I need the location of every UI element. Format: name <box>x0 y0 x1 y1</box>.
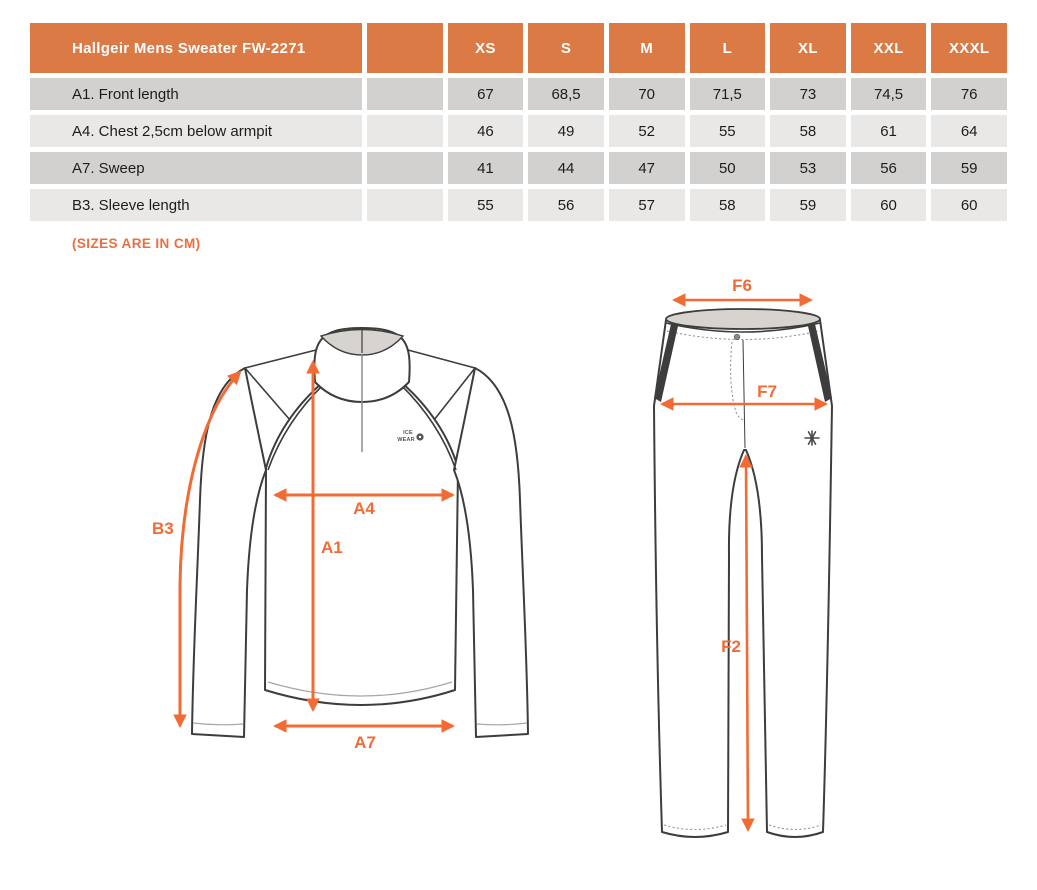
header-spacer-cell <box>367 23 443 73</box>
value-cell: 55 <box>690 115 766 147</box>
value-cell: 70 <box>609 78 685 110</box>
label-f7: F7 <box>757 382 777 401</box>
sizes-unit-note: (SIZES ARE IN CM) <box>72 236 201 251</box>
size-header-l: L <box>690 23 766 73</box>
value-cell: 58 <box>770 115 846 147</box>
waist-button <box>734 334 740 340</box>
value-cell: 49 <box>528 115 604 147</box>
value-cell: 68,5 <box>528 78 604 110</box>
sweater-right-sleeve <box>454 368 528 737</box>
value-cell: 59 <box>770 189 846 221</box>
size-header-xxl: XXL <box>851 23 927 73</box>
size-header-m: M <box>609 23 685 73</box>
value-cell: 47 <box>609 152 685 184</box>
waistband-top <box>666 309 820 329</box>
size-header-xl: XL <box>770 23 846 73</box>
value-cell: 74,5 <box>851 78 927 110</box>
value-cell: 61 <box>851 115 927 147</box>
size-table <box>30 23 1007 221</box>
value-cell: 76 <box>931 78 1007 110</box>
spacer-cell <box>367 78 443 110</box>
value-cell: 44 <box>528 152 604 184</box>
value-cell: 59 <box>931 152 1007 184</box>
spacer-cell <box>367 115 443 147</box>
value-cell: 56 <box>851 152 927 184</box>
pants-body <box>654 320 832 837</box>
logo-text-wear: WEAR <box>397 437 415 443</box>
label-f2: F2 <box>721 637 741 656</box>
value-cell: 73 <box>770 78 846 110</box>
value-cell: 56 <box>528 189 604 221</box>
label-a1: A1 <box>321 538 343 557</box>
value-cell: 41 <box>448 152 524 184</box>
row-label: B3. Sleeve length <box>30 189 362 221</box>
value-cell: 71,5 <box>690 78 766 110</box>
label-a4: A4 <box>353 499 375 518</box>
table-title: Hallgeir Mens Sweater FW-2271 <box>30 23 362 73</box>
value-cell: 60 <box>851 189 927 221</box>
row-label: A1. Front length <box>30 78 362 110</box>
spacer-cell <box>367 189 443 221</box>
value-cell: 58 <box>690 189 766 221</box>
logo-text-ice: ICE <box>403 430 413 436</box>
value-cell: 50 <box>690 152 766 184</box>
sweater-diagram <box>140 290 560 770</box>
size-header-xs: XS <box>448 23 524 73</box>
value-cell: 52 <box>609 115 685 147</box>
arrow-f2-inseam <box>746 456 748 830</box>
value-cell: 46 <box>448 115 524 147</box>
label-a7: A7 <box>354 733 376 752</box>
sweater-left-sleeve <box>192 368 266 737</box>
value-cell: 53 <box>770 152 846 184</box>
row-label: A4. Chest 2,5cm below armpit <box>30 115 362 147</box>
size-header-s: S <box>528 23 604 73</box>
pants-diagram <box>640 276 850 858</box>
value-cell: 57 <box>609 189 685 221</box>
spacer-cell <box>367 152 443 184</box>
size-header-xxxl: XXXL <box>931 23 1007 73</box>
value-cell: 67 <box>448 78 524 110</box>
value-cell: 55 <box>448 189 524 221</box>
value-cell: 64 <box>931 115 1007 147</box>
label-b3: B3 <box>152 519 174 538</box>
row-label: A7. Sweep <box>30 152 362 184</box>
label-f6: F6 <box>732 276 752 295</box>
value-cell: 60 <box>931 189 1007 221</box>
